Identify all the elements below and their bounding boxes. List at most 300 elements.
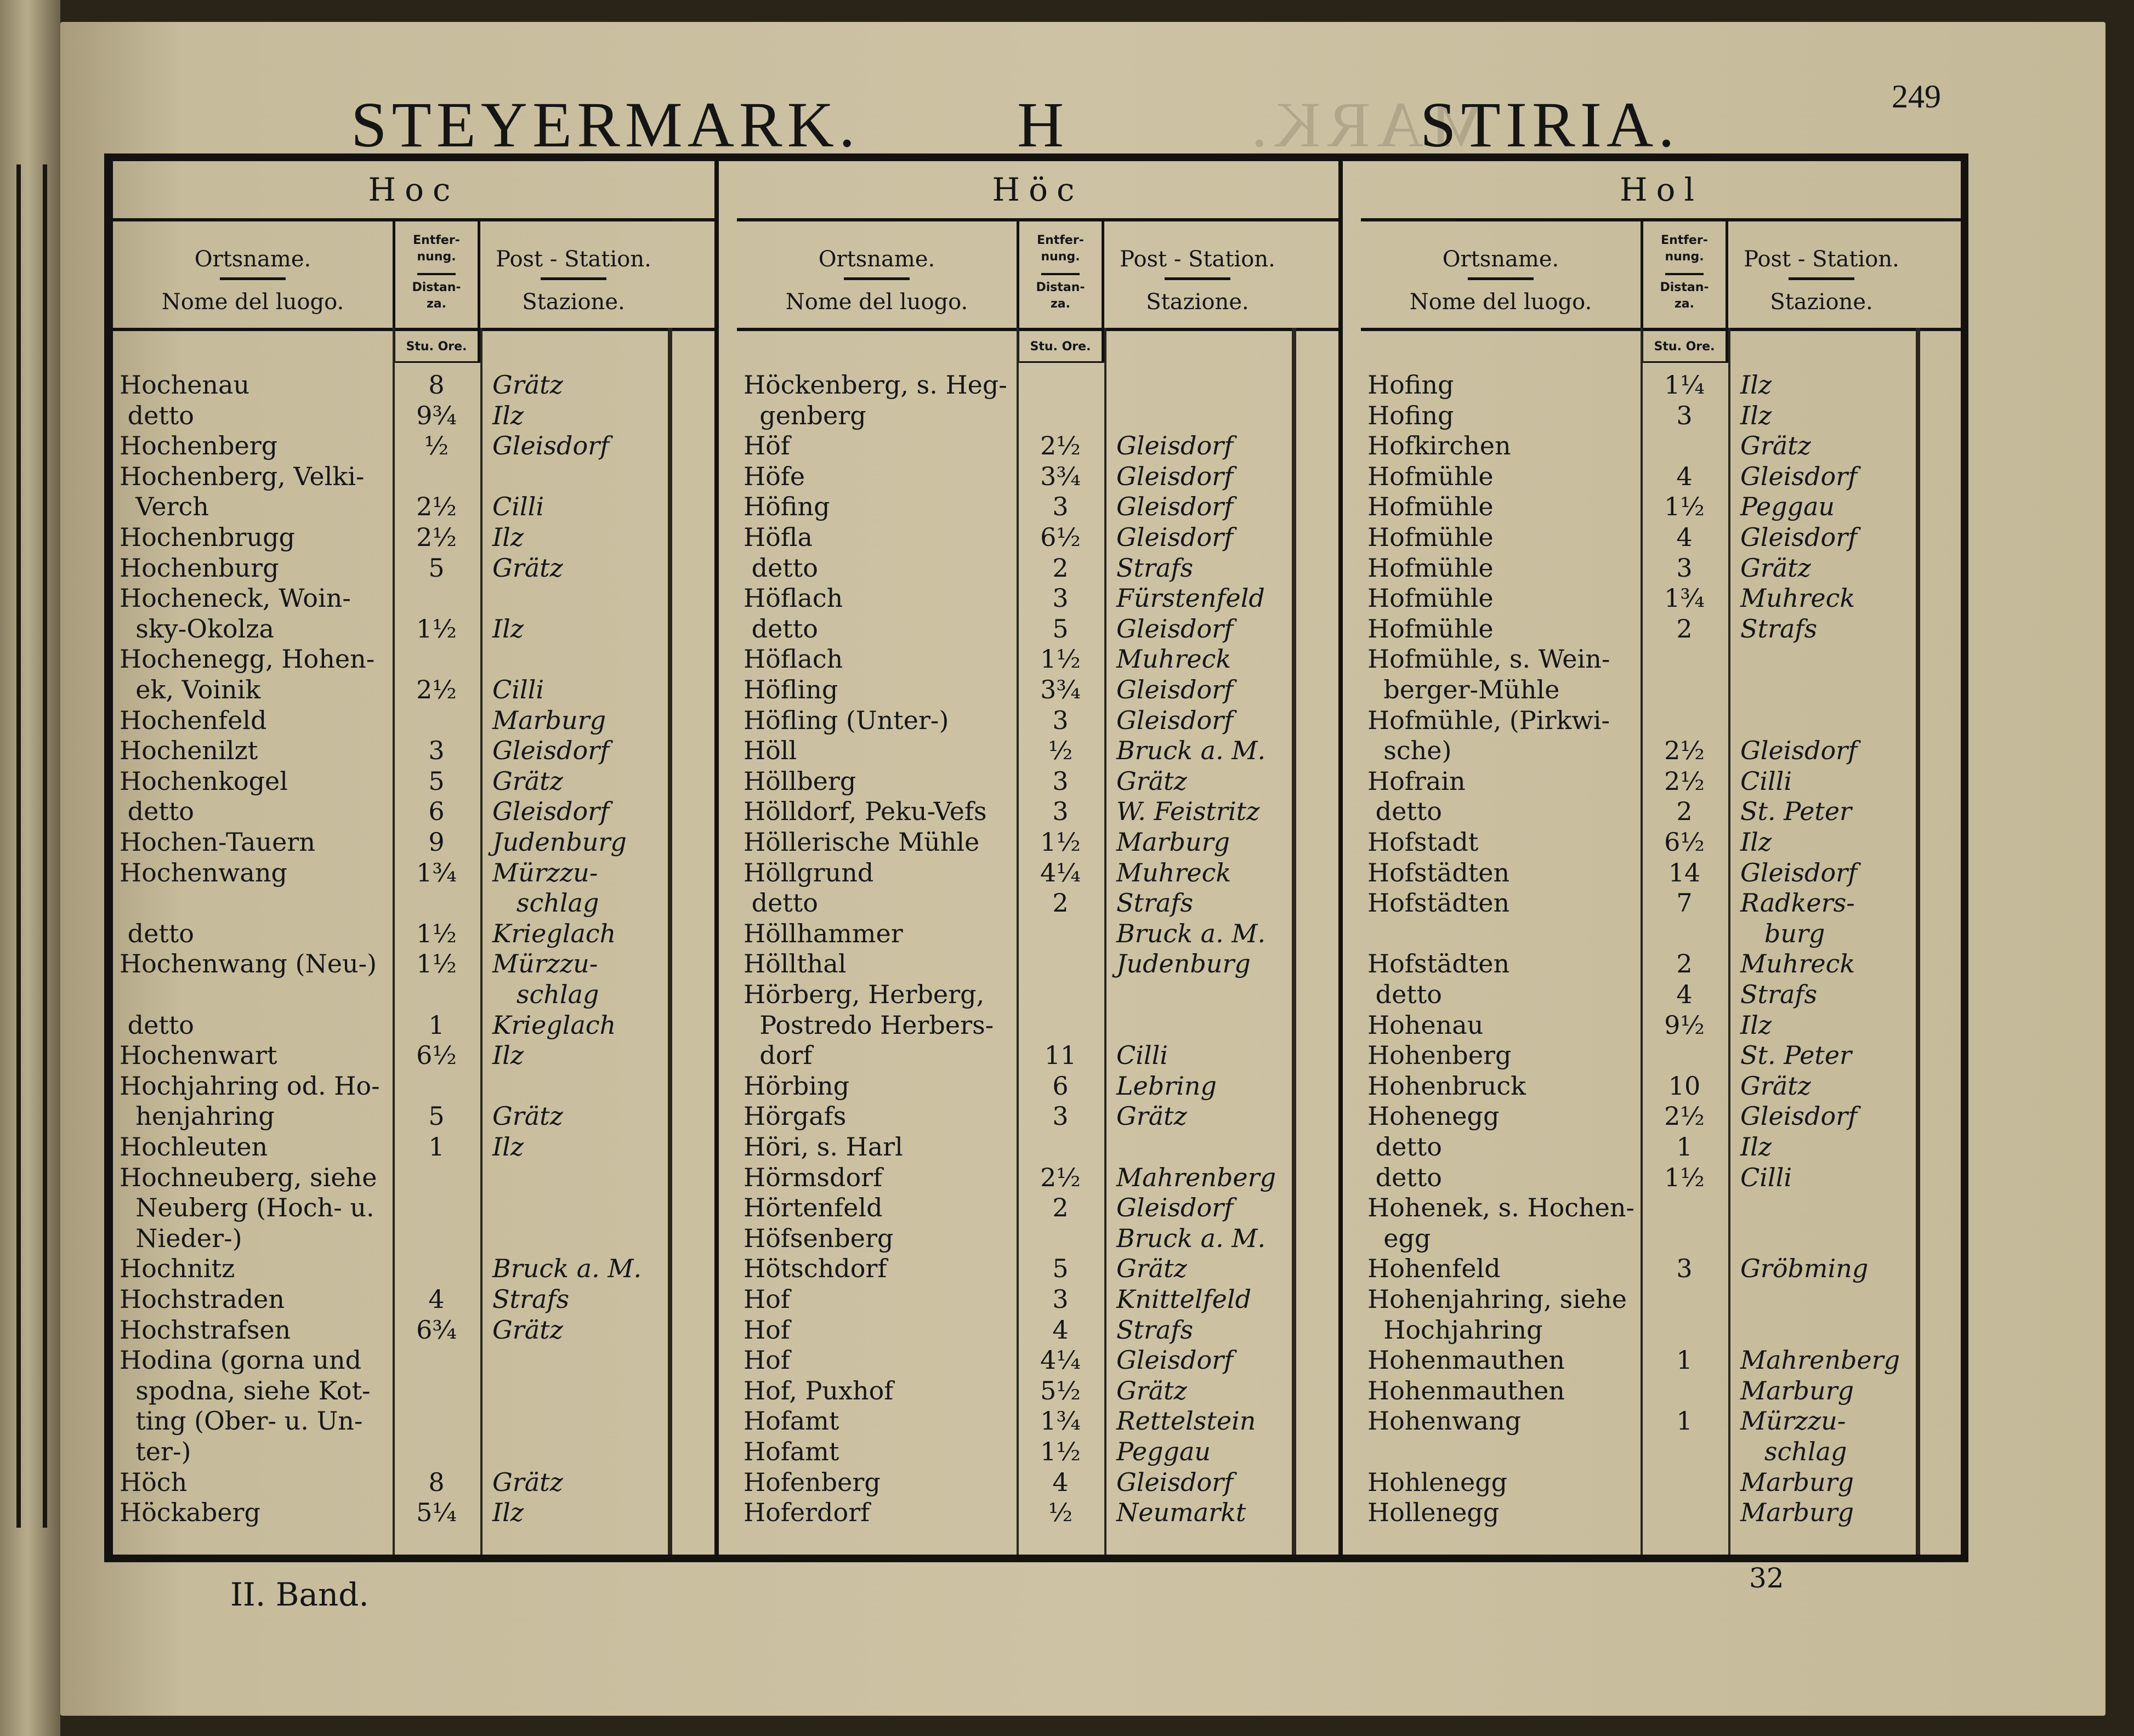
table-row	[744, 1345, 1338, 1375]
distance-hours: 1½	[1664, 492, 1705, 522]
table-row	[120, 1101, 714, 1131]
table-row	[744, 1497, 1338, 1528]
column-header	[1361, 218, 1962, 331]
place-name: Höfsenberg	[744, 1223, 894, 1253]
post-station: Marburg	[1740, 1467, 1854, 1497]
bleed-through-text: MARK.	[1245, 89, 1488, 161]
distance-hours: 4¼	[1040, 1345, 1081, 1375]
table-row	[744, 948, 1338, 979]
post-station: Ilz	[492, 613, 524, 644]
post-station: Ilz	[492, 522, 524, 552]
post-station: Strafs	[1116, 553, 1194, 583]
post-station: Bruck a. M.	[492, 1254, 642, 1284]
table-row	[744, 674, 1338, 705]
place-name: Hochjahring	[1367, 1314, 1543, 1345]
place-name: detto	[744, 888, 818, 918]
place-name: Höflach	[744, 583, 843, 613]
header-distance	[1641, 218, 1728, 328]
post-station: schlag	[492, 888, 599, 918]
place-name: Hohenmauthen	[1367, 1345, 1565, 1375]
table-row	[744, 1192, 1338, 1223]
distance-hours: 1	[1676, 1345, 1693, 1375]
distance-hours: 3¾	[1040, 461, 1081, 491]
header-place-name	[1361, 218, 1641, 328]
header-divider	[844, 277, 910, 280]
table-row	[120, 1314, 714, 1345]
place-name: Hohenau	[1367, 1010, 1484, 1040]
place-name: Hofing	[1367, 370, 1454, 400]
post-station: Strafs	[1740, 980, 1818, 1009]
table-row	[744, 857, 1338, 888]
place-name: Höllerische Mühle	[744, 827, 980, 857]
table-row	[744, 1162, 1338, 1193]
table-row	[744, 369, 1338, 400]
table-row	[120, 1040, 714, 1071]
table-row	[120, 461, 714, 492]
place-name: detto	[744, 613, 818, 644]
post-station: Gleisdorf	[1740, 1101, 1858, 1131]
place-name: detto	[120, 1010, 194, 1040]
place-name: Hofmühle	[1367, 583, 1494, 613]
table-row	[120, 1284, 714, 1314]
column-title: Höc	[737, 161, 1338, 221]
post-station: Strafs	[492, 1284, 570, 1314]
post-station: Ilz	[1740, 370, 1772, 400]
post-station: Gleisdorf	[1116, 1193, 1234, 1223]
place-name: Hodina (gorna und	[120, 1345, 362, 1375]
header-divider	[541, 277, 606, 280]
distance-hours: 1½	[1040, 827, 1081, 857]
table-row	[120, 918, 714, 949]
place-name: Hörgafs	[744, 1101, 847, 1131]
post-station: burg	[1740, 918, 1825, 948]
place-name: Höll	[744, 736, 797, 766]
place-name: Hof	[744, 1345, 790, 1375]
distance-hours: 3¾	[1040, 675, 1081, 704]
place-name: detto	[1367, 796, 1442, 827]
table-row	[120, 827, 714, 857]
place-name: Hochneuberg, siehe	[120, 1162, 377, 1192]
table-row	[1367, 1162, 1962, 1193]
distance-hours: 2½	[1664, 766, 1705, 796]
place-name: Hochnitz	[120, 1254, 235, 1284]
distance-hours: 7	[1676, 888, 1693, 918]
distance-hours: 4	[1676, 522, 1693, 552]
post-station: Grätz	[1116, 1101, 1187, 1131]
distance-hours: 3	[1052, 492, 1069, 522]
header-divider	[417, 273, 456, 275]
distance-hours: 2½	[1664, 1101, 1705, 1131]
distance-hours: 2	[1052, 888, 1069, 918]
table-row	[1367, 1071, 1962, 1101]
place-name: Hofmühle, (Pirkwi-	[1367, 705, 1610, 735]
table-row	[1367, 887, 1962, 918]
distance-hours: 11	[1044, 1040, 1077, 1071]
post-station: Ilz	[492, 1040, 524, 1071]
place-name: Höf	[744, 431, 790, 461]
post-station: schlag	[1740, 1437, 1847, 1466]
place-name: Hofmühle	[1367, 553, 1494, 583]
header-divider	[1468, 277, 1534, 280]
post-station: Muhreck	[1740, 949, 1855, 979]
table-row	[744, 1284, 1338, 1314]
post-station: Gleisdorf	[1116, 705, 1234, 735]
unit-label: Stu. Ore.	[1017, 331, 1104, 363]
place-name: Hölldorf, Peku-Vefs	[744, 796, 987, 827]
post-station: Cilli	[492, 492, 544, 522]
distance-hours: 6	[428, 796, 445, 827]
place-name: Hochenwang (Neu-)	[120, 949, 377, 979]
table-row	[1367, 827, 1962, 857]
post-station: schlag	[492, 980, 599, 1009]
volume-label: II. Band.	[230, 1576, 369, 1613]
distance-hours: 2	[1676, 613, 1693, 644]
place-name: Hof	[744, 1314, 790, 1345]
post-station: St. Peter	[1740, 1040, 1852, 1071]
place-name: Hohenjahring, siehe	[1367, 1284, 1627, 1314]
table-row	[1367, 705, 1962, 736]
table-row	[120, 735, 714, 766]
distance-hours: 3	[1676, 1254, 1693, 1284]
place-name: Höfing	[744, 492, 830, 522]
distance-hours: 2½	[416, 675, 457, 704]
table-row	[744, 796, 1338, 827]
distance-hours: 3	[1052, 1101, 1069, 1131]
place-name: Hof	[744, 1284, 790, 1314]
distance-hours: 2½	[1040, 431, 1081, 461]
place-name: Hofmühle	[1367, 613, 1494, 644]
table-row	[744, 583, 1338, 613]
distance-hours: 9½	[1664, 1010, 1705, 1040]
place-name: Höckaberg	[120, 1498, 260, 1528]
header-name-it: Nome del luogo.	[1409, 289, 1592, 315]
header-dist-de: Entfer- nung.	[1037, 234, 1084, 264]
distance-hours: 4	[1676, 461, 1693, 491]
distance-hours: 4	[1052, 1314, 1069, 1345]
table-row	[1367, 948, 1962, 979]
place-name: Hofamt	[744, 1406, 839, 1436]
post-station: Gleisdorf	[1740, 857, 1858, 887]
table-row	[744, 461, 1338, 492]
distance-hours: 14	[1668, 857, 1701, 887]
post-station: Grätz	[1740, 431, 1811, 461]
place-name: sche)	[1367, 736, 1452, 766]
post-station: Krieglach	[492, 918, 616, 948]
column-hoc	[113, 161, 719, 1555]
place-name: Hochenberg, Velki-	[120, 461, 365, 491]
place-name: henjahring	[120, 1101, 275, 1131]
place-name: Hohenegg	[1367, 1101, 1500, 1131]
distance-hours: 1¾	[1664, 583, 1705, 613]
place-name: genberg	[744, 400, 866, 430]
distance-hours: 1	[1676, 1132, 1693, 1162]
distance-hours: 2½	[1040, 1162, 1081, 1192]
header-dist-it: Distan- za.	[1036, 281, 1085, 311]
post-station: Cilli	[492, 675, 544, 704]
post-station: Strafs	[1116, 1314, 1194, 1345]
table-row	[744, 553, 1338, 583]
distance-hours: 3	[428, 736, 445, 766]
post-station: Grätz	[492, 1314, 563, 1345]
table-row	[1367, 979, 1962, 1010]
post-station: Ilz	[1740, 1010, 1772, 1040]
place-name: Höllhammer	[744, 918, 903, 948]
place-name: Hohenwang	[1367, 1406, 1522, 1436]
column-header	[737, 218, 1338, 331]
post-station: Marburg	[1740, 1375, 1854, 1405]
post-station: St. Peter	[1740, 796, 1852, 827]
distance-hours: 1½	[1664, 1162, 1705, 1192]
post-station: Grätz	[1116, 1254, 1187, 1284]
table-row	[120, 948, 714, 979]
place-name: Hofmühle	[1367, 492, 1494, 522]
post-station: Mürzzu-	[492, 857, 598, 887]
header-divider	[1041, 273, 1080, 275]
place-name: Höfling	[744, 675, 838, 704]
place-name: ting (Ober- u. Un-	[120, 1406, 363, 1436]
header-distance	[393, 218, 480, 328]
table-row	[120, 1010, 714, 1040]
post-station: Rettelstein	[1116, 1406, 1256, 1436]
post-station: Gleisdorf	[1740, 522, 1858, 552]
post-station: W. Feistritz	[1116, 796, 1260, 827]
table-row	[1367, 1101, 1962, 1131]
table-row	[1367, 1253, 1962, 1284]
place-name: Verch	[120, 492, 209, 522]
post-station: Peggau	[1116, 1437, 1211, 1466]
table-row	[744, 1253, 1338, 1284]
table-row	[744, 1405, 1338, 1436]
distance-hours: 2½	[1664, 736, 1705, 766]
place-name: Hötschdorf	[744, 1254, 887, 1284]
table-row	[120, 583, 714, 613]
place-name: detto	[1367, 1162, 1442, 1192]
header-divider	[1789, 277, 1854, 280]
place-name: Hochenegg, Hohen-	[120, 644, 375, 674]
distance-hours: ½	[1048, 736, 1073, 766]
place-name: Hochenberg	[120, 431, 278, 461]
place-name: Hochenfeld	[120, 705, 267, 735]
page-number: 249	[1892, 78, 1941, 115]
distance-hours: 5	[428, 553, 445, 583]
place-name: Hofstadt	[1367, 827, 1479, 857]
post-station: Strafs	[1740, 613, 1818, 644]
post-station: Mahrenberg	[1116, 1162, 1276, 1192]
table-row	[1367, 1436, 1962, 1467]
post-station: Mahrenberg	[1740, 1345, 1900, 1375]
table-row	[120, 1071, 714, 1101]
place-name: Hollenegg	[1367, 1498, 1500, 1528]
table-row	[1367, 1314, 1962, 1345]
table-row	[744, 491, 1338, 522]
place-name: Höfling (Unter-)	[744, 705, 949, 735]
place-name: sky-Okolza	[120, 613, 274, 644]
table-row	[1367, 1010, 1962, 1040]
place-name: Höfla	[744, 522, 813, 552]
place-name: Höllberg	[744, 766, 856, 796]
distance-hours: 3	[1676, 553, 1693, 583]
table-row	[1367, 1192, 1962, 1223]
header-divider	[1665, 273, 1704, 275]
distance-hours: 2	[1676, 796, 1693, 827]
post-station: Muhreck	[1116, 857, 1231, 887]
table-row	[120, 1192, 714, 1223]
post-station: Ilz	[492, 400, 524, 430]
distance-hours: 1¾	[1040, 1406, 1081, 1436]
table-row	[744, 400, 1338, 431]
post-station: Ilz	[492, 1132, 524, 1162]
place-name: Hofrain	[1367, 766, 1466, 796]
signature-mark: 32	[1749, 1562, 1784, 1594]
distance-hours: 1½	[416, 949, 457, 979]
header-post-station	[1104, 218, 1291, 328]
place-name: Hofamt	[744, 1437, 839, 1466]
table-row	[744, 1436, 1338, 1467]
distance-hours: 2½	[416, 522, 457, 552]
place-name: Hörmsdorf	[744, 1162, 883, 1192]
place-name: Hofing	[1367, 400, 1454, 430]
table-row	[1367, 644, 1962, 674]
table-row	[120, 979, 714, 1010]
table-row	[744, 1101, 1338, 1131]
post-station: Cilli	[1740, 766, 1792, 796]
distance-hours: 9¾	[416, 400, 457, 430]
distance-hours: 6½	[1040, 522, 1081, 552]
header-name-it: Nome del luogo.	[785, 289, 968, 315]
table-row	[120, 613, 714, 644]
post-station: Grätz	[1116, 766, 1187, 796]
table-row	[120, 491, 714, 522]
distance-hours: 3	[1676, 400, 1693, 430]
post-station: Marburg	[1740, 1498, 1854, 1528]
table-row	[120, 430, 714, 461]
distance-hours: 9	[428, 827, 445, 857]
distance-hours: 5	[428, 1101, 445, 1131]
place-name: detto	[744, 553, 818, 583]
place-name: Hofstädten	[1367, 857, 1510, 887]
place-name: Hochstraden	[120, 1284, 285, 1314]
previous-page-edge	[0, 0, 60, 1736]
header-dist-de: Entfer- nung.	[413, 234, 460, 264]
table-row	[120, 1467, 714, 1498]
table-row	[744, 979, 1338, 1010]
distance-hours: 1½	[1040, 644, 1081, 674]
distance-hours: 8	[428, 370, 445, 400]
distance-hours: ½	[1048, 1498, 1073, 1528]
table-row	[1367, 1040, 1962, 1071]
post-station: Grätz	[492, 766, 563, 796]
table-row	[120, 674, 714, 705]
table-row	[744, 705, 1338, 736]
distance-hours: 1½	[1040, 1437, 1081, 1466]
distance-hours: 5	[1052, 613, 1069, 644]
distance-hours: 6½	[416, 1040, 457, 1071]
header-post-it: Stazione.	[1770, 289, 1873, 315]
table-row	[1367, 583, 1962, 613]
distance-hours: 5½	[1040, 1375, 1081, 1405]
previous-page-rule	[43, 164, 47, 1528]
header-post-de: Post - Station.	[1744, 247, 1899, 272]
table-row	[744, 644, 1338, 674]
post-station: Grätz	[1740, 553, 1811, 583]
header-distance	[1017, 218, 1104, 328]
table-row	[120, 1345, 714, 1375]
table-row	[120, 369, 714, 400]
header-dist-de: Entfer- nung.	[1661, 234, 1708, 264]
header-divider	[220, 277, 286, 280]
distance-hours: 5¼	[416, 1498, 457, 1528]
table-row	[1367, 1375, 1962, 1406]
post-station: Krieglach	[492, 1010, 616, 1040]
distance-hours: 2	[1052, 553, 1069, 583]
place-name: Hofstädten	[1367, 949, 1510, 979]
table-row	[120, 1253, 714, 1284]
header-dist-it: Distan- za.	[1660, 281, 1709, 311]
distance-hours: 1¼	[1664, 370, 1705, 400]
post-station: Gleisdorf	[1116, 431, 1234, 461]
table-row	[1367, 522, 1962, 553]
distance-hours: 2	[1052, 1193, 1069, 1223]
post-station: Gleisdorf	[1116, 461, 1234, 491]
column-hoec	[737, 161, 1343, 1555]
table-row	[744, 887, 1338, 918]
header-post-station	[1728, 218, 1915, 328]
place-name: Nieder-)	[120, 1223, 242, 1253]
distance-hours: 3	[1052, 583, 1069, 613]
post-station: Gröbming	[1740, 1254, 1869, 1284]
distance-hours: 10	[1668, 1071, 1701, 1101]
column-hol	[1361, 161, 1962, 1555]
place-name: detto	[1367, 1132, 1442, 1162]
table-row	[120, 766, 714, 796]
table-row	[120, 1131, 714, 1162]
place-name: Neuberg (Hoch- u.	[120, 1193, 374, 1223]
table-row	[120, 1436, 714, 1467]
distance-hours: 6½	[1664, 827, 1705, 857]
table-row	[1367, 430, 1962, 461]
distance-hours: 6	[1052, 1071, 1069, 1101]
distance-hours: 4	[428, 1284, 445, 1314]
table-row	[1367, 1223, 1962, 1254]
distance-hours: 5	[428, 766, 445, 796]
post-station: Lebring	[1116, 1071, 1217, 1101]
post-station: Gleisdorf	[492, 431, 610, 461]
distance-hours: 1	[428, 1010, 445, 1040]
post-station: Grätz	[492, 553, 563, 583]
table-row	[1367, 369, 1962, 400]
table-row	[1367, 918, 1962, 949]
table-row	[120, 1497, 714, 1528]
header-place-name	[113, 218, 393, 328]
place-name: Hochenbrugg	[120, 522, 296, 552]
post-station: Grätz	[492, 370, 563, 400]
post-station: Gleisdorf	[1740, 736, 1858, 766]
table-row	[1367, 1345, 1962, 1375]
distance-hours: 3	[1052, 796, 1069, 827]
table-row	[744, 735, 1338, 766]
place-name: Hohenek, s. Hochen-	[1367, 1193, 1635, 1223]
distance-hours: 1	[1676, 1406, 1693, 1436]
table-row	[744, 1040, 1338, 1071]
table-row	[120, 1405, 714, 1436]
post-station: Grätz	[492, 1101, 563, 1131]
post-station: Gleisdorf	[1116, 522, 1234, 552]
header-german: STEYERMARK.	[351, 89, 860, 161]
place-name: Höfe	[744, 461, 805, 491]
place-name: Hofmühle	[1367, 461, 1494, 491]
post-station: Gleisdorf	[1116, 1345, 1234, 1375]
post-station: Marburg	[492, 705, 606, 735]
